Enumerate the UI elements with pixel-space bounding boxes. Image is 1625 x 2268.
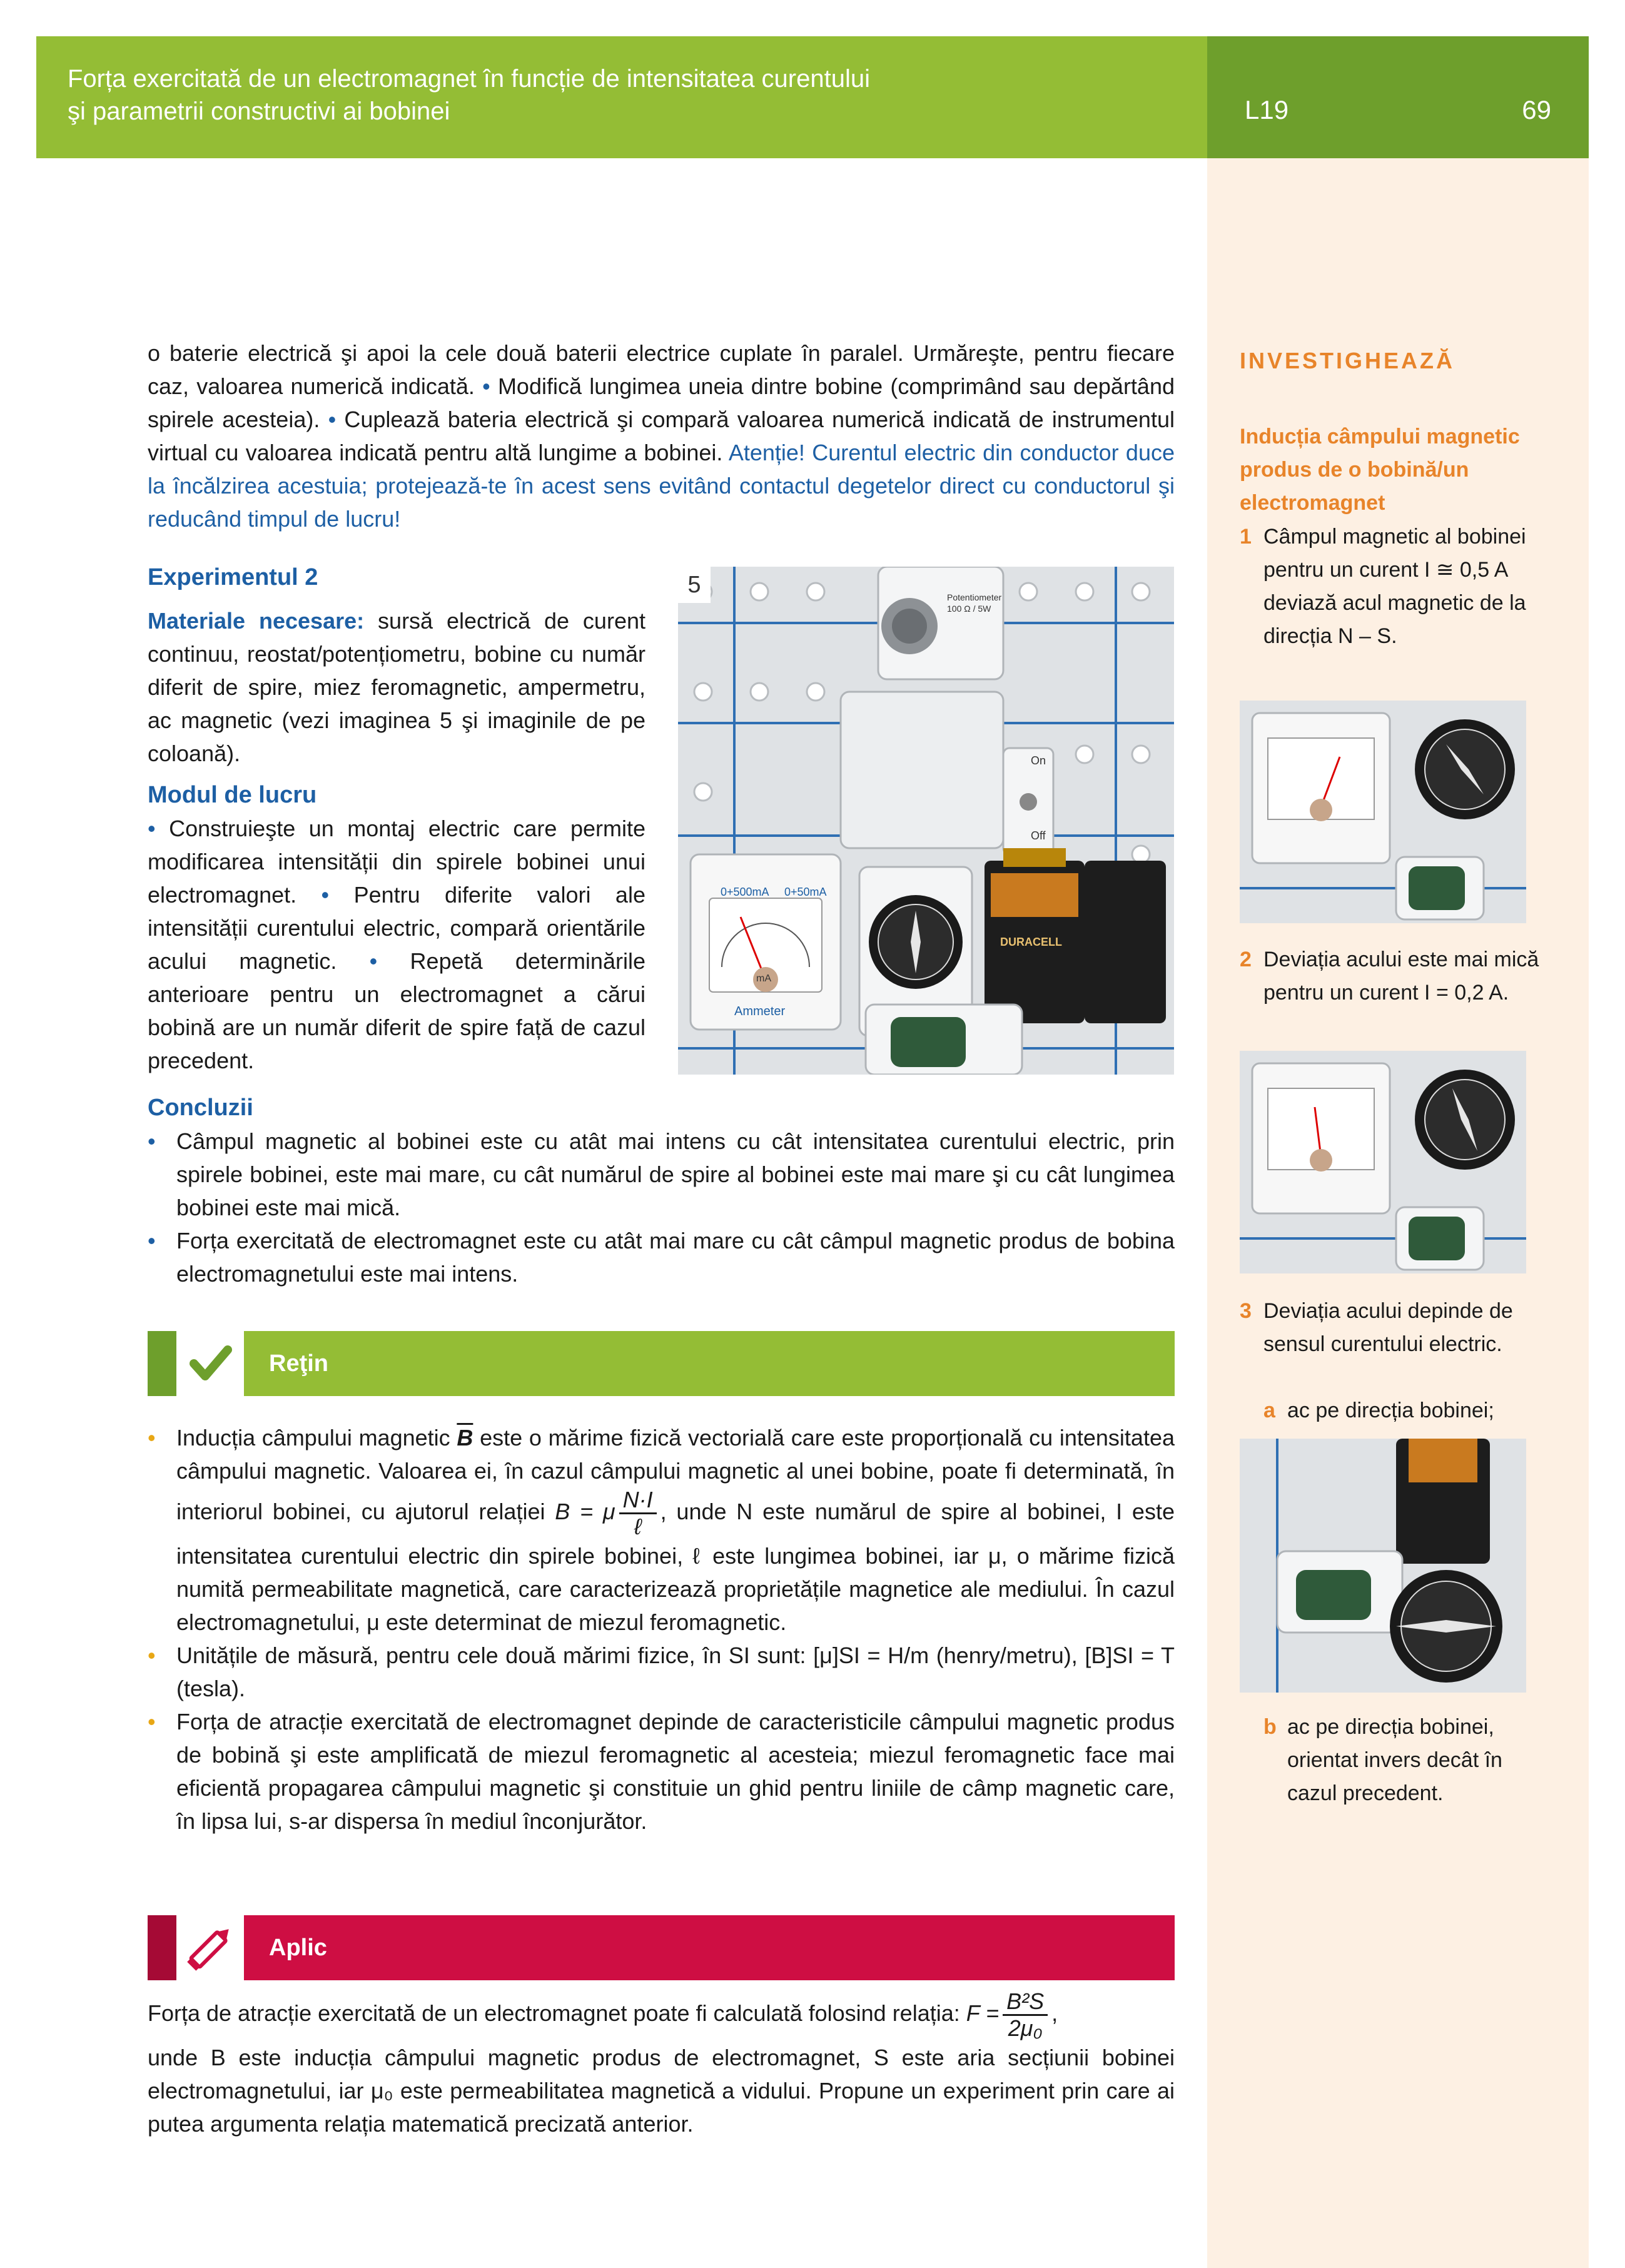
battery-compass-illustration (1240, 1439, 1526, 1693)
formula-f-denominator: 2μ₀ (1008, 2015, 1043, 2041)
vector-b-symbol: $\overline{B}$ (457, 1425, 473, 1450)
retin-text-2: Unitățile de măsură, pentru cele două mărimi fizice, în SI sunt: [μ]SI = H/m (henry/metru), [B]SI = T (tesla). (176, 1643, 1175, 1701)
bullet-dot: • (148, 1228, 156, 1253)
bullet-dot: • (148, 1425, 156, 1450)
formula-b-fraction (619, 1487, 657, 1539)
method-title: Modul de lucru (148, 782, 317, 808)
sidebar-item-number: 3 (1240, 1299, 1252, 1323)
aplic-label: Aplic (269, 1935, 327, 1961)
list-item (148, 1224, 1175, 1290)
intro-text-2: Modifică lungimea uneia dintre bobine (comprimând sau depărtând spirele acesteia). (148, 373, 1175, 432)
materials-label: Materiale necesare: (148, 608, 365, 634)
sidebar-photo-1 (1240, 701, 1526, 923)
intro-paragraph (148, 337, 1175, 535)
sidebar-item-text: ac pe direcția bobinei, orientat invers decât în cazul precedent. (1287, 1715, 1502, 1805)
method-paragraph (148, 812, 645, 1077)
sidebar-item-letter: a (1263, 1399, 1275, 1422)
switch-on-label: On (1031, 754, 1046, 767)
ammeter-range-500: 0+500mA (721, 886, 769, 898)
sidebar-item-number: 2 (1240, 948, 1252, 971)
conclusion-text: Câmpul magnetic al bobinei este cu atât mai intens cu cât intensitatea curentului electric, prin spirele bobinei, este mai mare, cu cât numărul de spire al bobinei este mai mare şi cu cât lungimea bobinei este mai mică. (176, 1128, 1175, 1220)
ammeter-label: Ammeter (734, 1005, 786, 1018)
formula-b-denominator: ℓ (634, 1514, 642, 1539)
sidebar-photo-3a (1240, 1439, 1526, 1693)
aplic-paragraph: Forța de atracție exercitată de un electromagnet poate fi calculată folosind relația: F = $\frac{\text{B²S}}{\text{2μ₀}}$ , unde B este inducția câmpului magnetic produs de electromagnet, S este aria secțiunii bobinei electromagnetului, iar μ₀ este permeabilitatea magnetică a vidului. Propune un experiment prin care ai putea argumenta relația matematică precizată anterior. (148, 1989, 1175, 2140)
aplic-icon-box (176, 1915, 244, 1980)
materials-text: sursă electrică de curent continuu, reostat/potențiometru, bobine cu număr diferit de spire, miez feromagnetic, ampermetru, ac magnetic (vezi imaginea 5 şi imaginile de pe coloană). (148, 608, 645, 766)
figure-number: 5 (678, 567, 711, 603)
list-item (148, 1421, 1175, 1639)
lesson-code: L19 (1245, 95, 1289, 124)
retin-label: Reţin (269, 1350, 328, 1377)
page-number: 69 (1522, 95, 1551, 124)
sidebar-item-text: ac pe direcția bobinei; (1287, 1399, 1494, 1422)
aplic-text-a: Forța de atracție exercitată de un electromagnet poate fi calculată folosind relația: (148, 2000, 960, 2027)
ammeter-compass-illustration (1240, 1051, 1526, 1273)
list-item (148, 1639, 1175, 1705)
bullet-dot: • (148, 1709, 156, 1734)
potentiometer-label: Potentiometer 100 Ω / 5W (947, 592, 1002, 614)
sidebar-item-3 (1240, 1295, 1540, 1361)
sidebar-item-3a (1263, 1394, 1540, 1427)
bullet-dot: • (321, 882, 330, 908)
retin-text-1a: Inducția câmpului magnetic (176, 1425, 450, 1450)
sidebar-item-1 (1240, 520, 1540, 653)
battery-label: DURACELL (1000, 936, 1062, 948)
intro-text-1: o baterie electrică şi apoi la cele două baterii electrice cuplate în paralel. Urmăreşte, pentru fiecare caz, valoarea numerică indicată. (148, 340, 1175, 399)
sidebar-item-letter: b (1263, 1715, 1277, 1739)
method-step-3: Repetă determinările anterioare pentru un electromagnet a cărui bobină are un număr diferit de spire față de cazul precedent. (148, 948, 645, 1073)
list-item (148, 1705, 1175, 1838)
pencil-icon (176, 1915, 244, 1980)
bullet-dot: • (148, 816, 156, 841)
bullet-dot: • (369, 948, 378, 974)
formula-b-numerator: N·I (619, 1487, 657, 1514)
sidebar-item-text: Deviația acului depinde de sensul curentului electric. (1263, 1299, 1513, 1356)
aplic-text-b: unde B este inducția câmpului magnetic produs de electromagnet, S este aria secțiunii bobinei electromagnetului, iar μ₀ este permeabilitatea magnetică a vidului. Propune un experiment prin care ai putea argumenta relația matematică precizată anterior. (148, 2045, 1175, 2137)
title-line-2: şi parametrii constructivi ai bobinei (68, 98, 450, 125)
intro-text-3: Cuplează bateria electrică şi compară valoarea numerică indicată de instrumentul virtual cu valoarea indicată pentru altă lungime a bobinei. (148, 407, 1175, 465)
circuit-photo-5 (678, 567, 1174, 1075)
ammeter-unit: mA (756, 973, 771, 984)
bullet-dot: • (482, 373, 490, 399)
materials-paragraph (148, 604, 645, 770)
retin-icon-box (176, 1331, 244, 1396)
bullet-dot: • (148, 1128, 156, 1154)
retin-text-1b: este o mărime fizică vectorială care este proporțională cu intensitatea câmpului magnetic. Valoarea ei, în cazul câmpului magnetic al unei bobine, poate fi determinată, în interiorul bobinei, cu ajutorul relației (176, 1425, 1175, 1525)
sidebar-item-text: Câmpul magnetic al bobinei pentru un curent I ≅ 0,5 A deviază acul magnetic de la direcția N – S. (1263, 525, 1526, 648)
method-step-2: Pentru diferite valori ale intensității curentului electric, compară orientările acului magnetic. (148, 882, 645, 974)
conclusions-title: Concluzii (148, 1095, 253, 1121)
title-line-1: Forța exercitată de un electromagnet în funcție de intensitatea curentului (68, 65, 870, 93)
method-step-1: Construieşte un montaj electric care permite modificarea intensității din spirele bobinei unui electromagnet. (148, 816, 645, 908)
retin-text-1c: , unde N este numărul de spire al bobinei, I este intensitatea curentului electric din spirele bobinei, ℓ este lungimea bobinei, iar μ, o mărime fizică numită permeabilitate magnetică, care caracterizează proprietățile magnetice ale mediului. În cazul electromagnetului, μ este determinat de miezul feromagnetic. (176, 1499, 1175, 1635)
sidebar-subtitle: Inducția câmpului magnetic produs de o bobină/un electromagnet (1240, 425, 1520, 515)
retin-banner-accent (148, 1331, 176, 1396)
ammeter-compass-illustration (1240, 701, 1526, 923)
list-item (148, 1125, 1175, 1224)
sidebar-photo-2 (1240, 1051, 1526, 1273)
bullet-dot: • (328, 407, 337, 432)
sidebar-item-2 (1240, 943, 1540, 1010)
sidebar-item-3b (1263, 1711, 1540, 1810)
experiment-body (148, 604, 645, 1077)
circuit-illustration (678, 567, 1174, 1075)
retin-list (148, 1421, 1175, 1838)
formula-f-fraction (1003, 1989, 1048, 2041)
bullet-dot: • (148, 1643, 156, 1668)
retin-text-3: Forța de atracție exercitată de electromagnet depinde de caracteristicile câmpului magnetic produs de bobină şi este amplificată de miezul feromagnetic al acesteia; miezul feromagnetic face mai eficientă propagarea câmpului magnetic şi constituie un ghid pentru liniile de câmp magnetic care, în lipsa lui, s-ar dispersa în mediul înconjurător. (176, 1709, 1175, 1834)
experiment-title: Experimentul 2 (148, 564, 318, 590)
conclusion-text: Forța exercitată de electromagnet este cu atât mai mare cu cât câmpul magnetic produs de bobina electromagnetului este mai intens. (176, 1228, 1175, 1287)
formula-b-lhs: B = μ (555, 1499, 615, 1525)
conclusions-list (148, 1125, 1175, 1290)
warning-text: Atenție! Curentul electric din conductor duce la încălzirea acestuia; protejează-te în acest sens evitând contactul degetelor direct cu conductorul şi reducând timpul de lucru! (148, 440, 1175, 532)
checkmark-icon (176, 1331, 244, 1396)
sidebar-item-number: 1 (1240, 525, 1252, 549)
aplic-banner-accent (148, 1915, 176, 1980)
page-title (68, 63, 1168, 128)
formula-f-lhs: F = (966, 2000, 1000, 2027)
ammeter-range-50: 0+50mA (784, 886, 827, 898)
switch-off-label: Off (1031, 829, 1046, 842)
sidebar-item-text: Deviația acului este mai mică pentru un curent I = 0,2 A. (1263, 948, 1539, 1005)
sidebar-title: INVESTIGHEAZĂ (1240, 348, 1455, 373)
formula-f-numerator: B²S (1003, 1989, 1048, 2016)
